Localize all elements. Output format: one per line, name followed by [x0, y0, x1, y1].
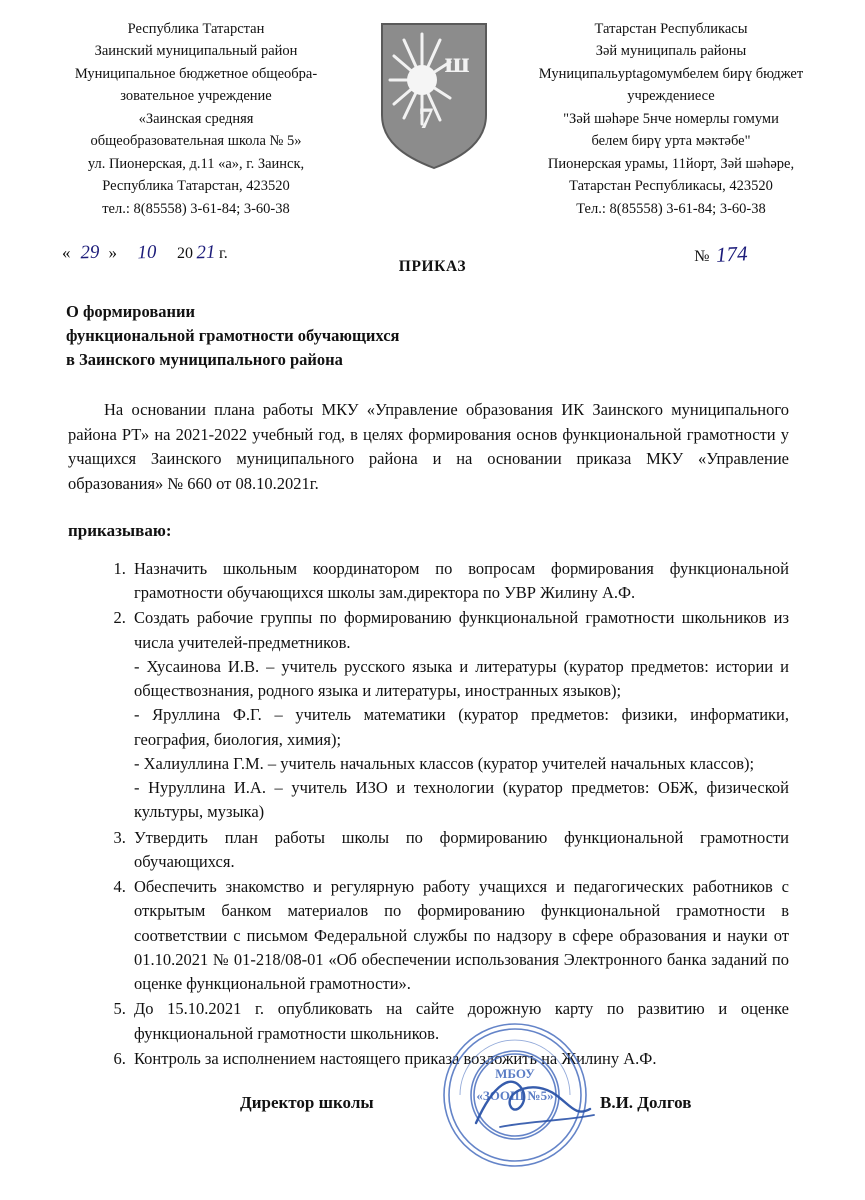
stamp-bottom-text: «ЗООШ №5» [476, 1088, 554, 1103]
date-day-handwritten: 29 [79, 241, 100, 264]
document-title [40, 300, 825, 372]
order-items-list [102, 557, 789, 1071]
year-suffix: г. [219, 245, 228, 263]
quote-close: » [108, 243, 117, 263]
list-item-sub: - Хусаинова И.В. – учитель русского языка и литературы (куратор предметов: истории и обществознания, родного языка и литературы, иностранных языков); [134, 656, 789, 701]
list-item-text: Контроль за исполнением настоящего приказа возложить на Жилину А.Ф. [134, 1048, 657, 1068]
svg-text:7: 7 [418, 102, 433, 135]
header-left-line-3: Муниципальное бюджетное общеобра- [74, 65, 318, 82]
header-right-line-3: Муниципальурtagомумбелем бирү бюджет [538, 65, 804, 82]
list-item-text: Создать рабочие группы по формированию функциональной грамотности школьников из числа учителей-предметников. [134, 608, 789, 652]
header-left-line-8: Республика Татарстан, 423520 [102, 178, 290, 195]
signature-block [40, 1093, 825, 1133]
title-line-1: О формировании [66, 302, 195, 322]
title-line-3: в Заинского муниципального района [66, 350, 343, 370]
title-line-2: функциональной грамотности обучающихся [66, 326, 400, 346]
svg-text:ш: ш [443, 46, 470, 79]
header-right-line-1: Татарстан Республикасы [594, 21, 748, 37]
list-item-text: Обеспечить знакомство и регулярную работу учащихся и педагогических работников с открытым банком материалов по формированию функциональной грамотности в соответствии с письмом Федеральной службы по надзору в сфере образования и науки от 01.10.2021 № 01-218/08-01 «Об обеспечении использования Электронного банка заданий по оценке функциональной грамотности». [134, 877, 789, 994]
header-right-line-6: белем бирү урта мәктәбе" [591, 133, 751, 150]
list-item-sub: - Яруллина Ф.Г. – учитель математики (куратор предметов: физики, информатики, география, биология, химия); [134, 705, 789, 749]
header-left-line-2: Заинский муниципальный район [94, 43, 298, 60]
document-number-handwritten: 174 [714, 241, 748, 268]
header-right-line-8: Татарстан Республикасы, 423520 [569, 178, 773, 195]
year-prefix: 20 [177, 245, 193, 263]
list-item [130, 1047, 789, 1071]
list-item-sub: - Халиуллина Г.М. – учитель начальных классов (куратор учителей начальных классов); [134, 753, 755, 773]
header-right-line-7: Пионерская урамы, 11йорт, Зәй шәһәре, [547, 155, 795, 172]
header-right-line-4: учреждениесе [627, 88, 715, 105]
order-keyword: приказываю: [68, 520, 172, 540]
list-item [130, 557, 789, 606]
number-sign: № [694, 248, 710, 266]
stamp-top-text: МБОУ [495, 1066, 535, 1081]
header-left-line-5: «Заинская средняя [138, 110, 254, 127]
header-left-line-4: зовательное учреждение [120, 88, 272, 105]
header-right-line-5: "Зәй шәһәре 5нче номерлы гомуми [563, 110, 779, 127]
list-item-text: Утвердить план работы школы по формированию функциональной грамотности обучающихся. [134, 827, 789, 871]
list-item [130, 606, 789, 824]
header-right-block [521, 18, 825, 220]
quote-open: « [62, 243, 71, 263]
date-year-handwritten: 21 [196, 241, 216, 264]
list-item-sub: - Нуруллина И.А. – учитель ИЗО и технологии (куратор предметов: ОБЖ, физической культуры, музыка) [134, 778, 789, 822]
list-item-text: До 15.10.2021 г. опубликовать на сайте дорожную карту по развитию и оценке функциональной грамотности школьников. [134, 999, 789, 1043]
signature-name: В.И. Долгов [600, 1093, 692, 1113]
date-month-handwritten: 10 [137, 241, 157, 264]
preamble-paragraph: На основании плана работы МКУ «Управление образования ИК Заинского муниципального района РТ» на 2021-2022 учебный год, в целях формирования основ функциональной грамотности у учащихся Заинского муниципального района и на основании приказа МКУ «Управление образования» № 660 от 08.10.2021г. [68, 399, 789, 494]
list-item-text: Назначить школьным координатором по вопросам формирования функциональной грамотности обучающихся школы зам.директора по УВР Жилину А.Ф. [134, 558, 789, 603]
document-header [40, 10, 825, 220]
list-item [130, 826, 789, 875]
date-and-number-row [40, 236, 825, 278]
header-right-line-2: Зәй муниципаль районы [595, 43, 747, 60]
header-left-line-7: ул. Пионерская, д.11 «а», г. Заинск, [87, 155, 305, 172]
header-left-line-9: тел.: 8(85558) 3-61-84; 3-60-38 [102, 200, 290, 217]
list-item [130, 875, 789, 996]
document-type-label: ПРИКАЗ [398, 258, 467, 276]
coat-of-arms-icon [374, 20, 494, 170]
signature-role: Директор школы [240, 1093, 374, 1113]
header-left-line-6: общеобразовательная школа № 5» [90, 133, 302, 150]
document-number [694, 242, 747, 267]
header-right-line-9: Тел.: 8(85558) 3-61-84; 3-60-38 [576, 200, 766, 217]
list-item [130, 997, 789, 1046]
header-left-line-1: Республика Татарстан [127, 21, 265, 37]
header-left-block [40, 18, 346, 220]
